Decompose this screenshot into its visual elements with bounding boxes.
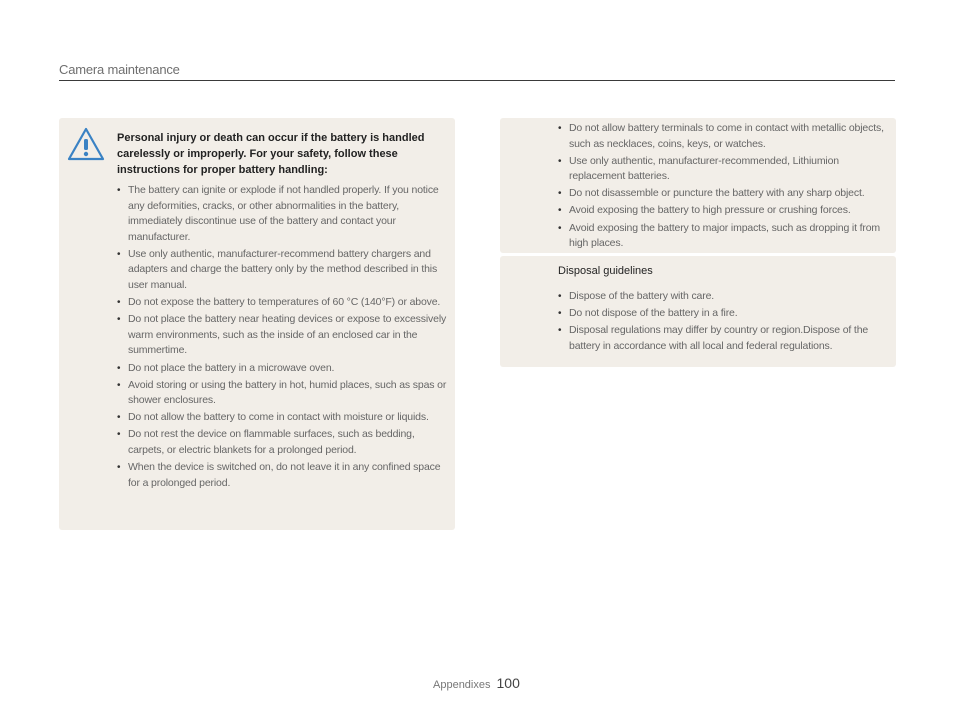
warning-icon xyxy=(67,126,105,162)
disposal-list xyxy=(558,289,888,356)
list-item: • Avoid exposing the battery to major impacts, such as dropping it from high places. xyxy=(558,221,888,252)
list-item: • Use only authentic, manufacturer-recommended, Lithiumion replacement batteries. xyxy=(558,154,888,185)
list-item: • Do not place the battery in a microwave oven. xyxy=(117,361,447,377)
page-number: 100 xyxy=(496,675,520,691)
list-item: • Disposal regulations may differ by country or region.Dispose of the battery in accordance with all local and federal regulations. xyxy=(558,323,888,354)
warning-title: Personal injury or death can occur if the battery is handled carelessly or improperly. For your safety, follow these instructions for proper battery handling: xyxy=(117,132,425,176)
disposal-title: Disposal guidelines xyxy=(558,265,653,277)
warning-list xyxy=(117,183,447,493)
footer-section: Appendixes xyxy=(433,679,491,691)
list-item: • Do not disassemble or puncture the battery with any sharp object. xyxy=(558,186,888,202)
header-rule xyxy=(59,80,895,81)
list-item: • Do not place the battery near heating devices or expose to excessively warm environments, such as the inside of an enclosed car in the summertime. xyxy=(117,312,447,359)
list-item: • Avoid storing or using the battery in hot, humid places, such as spas or shower enclosures. xyxy=(117,378,447,409)
list-item: • Avoid exposing the battery to high pressure or crushing forces. xyxy=(558,203,888,219)
page-footer xyxy=(433,675,520,691)
list-item: • Dispose of the battery with care. xyxy=(558,289,888,305)
list-item: • Do not dispose of the battery in a fire. xyxy=(558,306,888,322)
list-item: • Do not rest the device on flammable surfaces, such as bedding, carpets, or electric blankets for a prolonged period. xyxy=(117,427,447,458)
list-item: • Do not allow the battery to come in contact with moisture or liquids. xyxy=(117,410,447,426)
list-item: • When the device is switched on, do not leave it in any confined space for a prolonged period. xyxy=(117,460,447,491)
list-item: • The battery can ignite or explode if not handled properly. If you notice any deformities, cracks, or other abnormalities in the battery, immediately discontinue use of the battery and contact your manufacturer. xyxy=(117,183,447,245)
list-item: • Do not allow battery terminals to come in contact with metallic objects, such as necklaces, coins, keys, or watches. xyxy=(558,121,888,152)
continued-warning-list xyxy=(558,121,888,253)
header-title: Camera maintenance xyxy=(59,62,180,77)
list-item: • Use only authentic, manufacturer-recommend battery chargers and adapters and charge the battery only by the method described in this user manual. xyxy=(117,247,447,294)
list-item: • Do not expose the battery to temperatures of 60 °C (140°F) or above. xyxy=(117,295,447,311)
